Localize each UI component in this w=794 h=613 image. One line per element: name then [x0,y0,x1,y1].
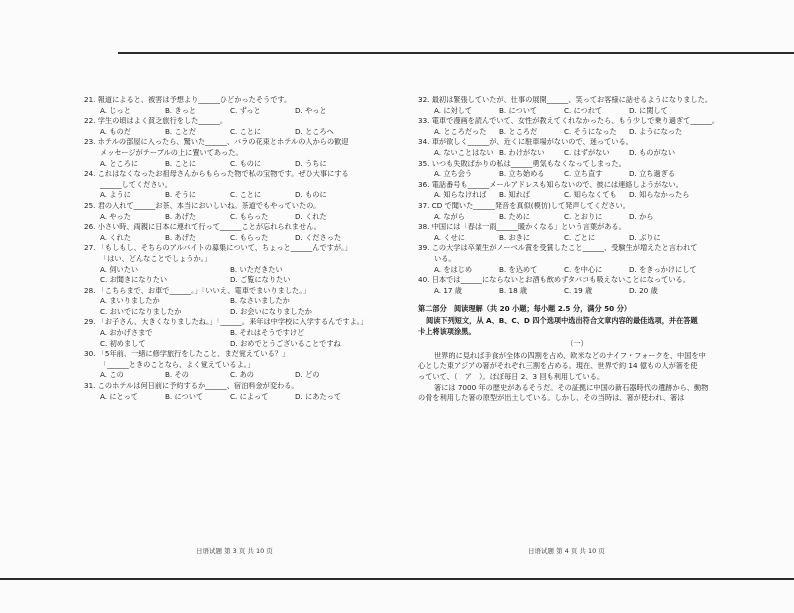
question-text: 21. 報道によると、被害は予想より______ひどかったそうです。 [84,96,292,104]
question-text: 22. 学生の頃はよく貧乏旅行をした______。 [84,117,228,126]
answer-option: D. ご覧になりたい [230,275,291,285]
answer-option: B. その [165,370,189,380]
answer-options [418,191,736,202]
answer-option: B. きっと [165,105,197,115]
answer-option: A. ながら [434,211,465,221]
section-instruction-continued: 卡上将该项涂黑。 [418,326,476,336]
answer-option: B. おきに [499,232,531,242]
answer-option: D. をきっかけにして [629,264,697,274]
question-text: 23. ホテルの部屋に入ったら、驚いた______、バラの花束とホテルの人からの歓迎 [84,138,349,147]
answer-options [418,287,736,298]
bottom-border-line [0,578,794,580]
answer-option: B. について [165,391,204,401]
section-heading: 第二部分 阅读理解（共 20 小题；每小题 2.5 分，满分 50 分） [418,304,632,314]
answer-option: B. あげた [165,211,197,221]
answer-option: B. ために [499,211,531,221]
answer-option: C. 初めまして [100,338,146,348]
answer-option: B. ところだ [499,126,538,136]
answer-option: B. ことだ [165,126,197,136]
passage-line: っていて、（ ア ）。ほぼ毎日 2、3 回も利用している。 [418,373,605,382]
answer-option: B. 知れば [499,190,531,200]
answer-options [418,266,736,277]
question-text: 38. 中国には「春は一雨______暖かくなる」という言葉がある。 [418,223,626,232]
answer-option: C. によって [230,391,269,401]
answer-option: C. お聞きになりたい [100,275,168,285]
answer-option: D. ところへ [295,126,334,136]
question-text: 30. 「5年前、一緒に修学旅行をしたこと、まだ覚えている？」 [84,350,290,359]
passage-line: 心とした東アジアの箸がそれぞれ三割を占める。現在、世界で約 14 億もの人が箸を使 [418,362,698,371]
left-column [84,96,402,403]
answer-option: C. ことに [230,126,262,136]
section-instruction: 阅读下列短文，从 A、B、C、D 四个选项中选出符合文章内容的最佳选项，并在答题 [426,316,698,326]
answer-option: C. ものに [230,158,262,168]
answer-option: C. はずがない [564,147,610,157]
question-text: 31. このホテルは何日前に予約するか______、宿泊料金が変わる。 [84,382,299,391]
answer-option: B. を込めて [499,264,538,274]
question-continuation: いる。 [434,254,456,263]
question-text: 40. 日本では______にならないとお酒も飲めずタバコも吸えないことになっている。 [418,276,690,285]
answer-option: C. おいでになりましたか [100,306,182,316]
answer-options [418,149,736,160]
answer-options [84,191,402,202]
answer-options [84,234,402,245]
question-continuation: メッセージがテーブルの上に置いてあった。 [100,148,243,157]
answer-option: C. 知らなくても [564,190,617,200]
question-text: 36. 電話番号も______メールアドレスも知らないので、彼には連絡しようがない。 [418,180,683,189]
answer-options [84,393,402,404]
answer-options [84,213,402,224]
answer-option: B. について [499,105,538,115]
question-continuation: 「______ときのことなら、よく覚えているよ。」 [100,360,255,369]
answer-options [84,160,402,171]
answer-option: D. ぶりに [629,232,661,242]
answer-option: D. おめでとうございることですね [230,338,341,348]
answer-option: A. じっと [100,105,131,115]
answer-option: A. この [100,370,124,380]
answer-option: D. ものに [295,190,327,200]
passage-number: （一） [566,338,588,348]
answer-options [418,170,736,181]
answer-options [84,371,402,382]
answer-option: C. とおりに [564,211,603,221]
answer-option: A. にとって [100,391,138,401]
answer-option: A. まいりましたか [100,296,160,306]
question-text: 32. 最初は緊張していたが、仕事の展開______、笑ってお客様に話せるようになりました。 [418,96,713,104]
question-text: 39. この大学は卒業生がノーベル賞を受賞したこと______、受験生が増えたと言われて [418,244,698,253]
answer-option: C. を中心に [564,264,603,274]
answer-options [418,107,736,118]
answer-option: C. 19 歳 [564,285,593,295]
answer-option: A. 知らなければ [434,190,487,200]
answer-option: A. ないことはない [434,147,494,157]
answer-option: C. ずっと [230,105,261,115]
answer-option: D. ようになった [629,126,683,136]
answer-options [418,234,736,245]
answer-option: D. 20 歳 [629,285,658,295]
answer-option: D. ものがない [629,147,676,157]
question-text: 35. いつも失敗ばかりの私は______勇気もなくなってしまった。 [418,159,626,168]
answer-options [84,128,402,139]
answer-option: A. 立ち会う [434,169,473,179]
question-continuation: 「はい、どんなことでしょうか。」 [100,254,212,263]
question-text: 24. これはなくなったお祖母さんからもらった物で私の宝物です。ぜひ大事にする [84,170,349,179]
answer-options [84,276,402,287]
answer-option: D. 知らなかったら [629,190,690,200]
answer-option: A. 伺いたい [100,264,139,274]
question-text: 33. 電車で漫画を読んでいて、女性が教えてくれなかったら、もう少しで乗り過ぎて______。 [418,117,720,126]
answer-option: D. くれた [295,211,327,221]
question-text: 27. 「もしもし、そちらのアルバイトの募集について、ちょっと______んですが。」 [84,244,352,253]
answer-option: B. なさいましたか [230,296,290,306]
answer-option: B. あげた [165,232,197,242]
answer-option: B. そうに [165,190,197,200]
answer-option: A. ものだ [100,126,131,136]
question-text: 28. 「こちらまで、お車で______。」「いいえ、電車でまいりました。」 [84,286,311,295]
question-text: 25. 君の入れて______お茶、本当においしいね。茶道でもやっていたの。 [84,201,321,210]
footer-right: 日语试题 第 4 页 共 10 页 [528,547,605,555]
answer-option: D. やっと [295,105,327,115]
answer-option: C. もらった [230,232,269,242]
answer-option: C. ことに [230,190,262,200]
answer-option: A. ところだった [434,126,487,136]
answer-option: D. 立ち過ぎる [629,169,676,179]
answer-options [84,107,402,118]
answer-option: B. ことに [165,158,197,168]
answer-option: A. くれた [100,232,131,242]
answer-option: D. から [629,211,654,221]
answer-options [84,308,402,319]
answer-option: B. 立ち始める [499,169,545,179]
passage-line: 世界的に見れば手食が全体の四割を占め、欧米などのナイフ・フォークを、中国を中 [434,351,706,360]
question-text: 34. 車が欲しく______が、近くに駐車場がないので、迷っている。 [418,138,633,147]
answer-option: B. 18 歳 [499,285,528,295]
answer-option: D. に関して [629,105,668,115]
answer-option: D. お会いになりましたか [230,306,312,316]
answer-option: A. をはじめ [434,264,473,274]
answer-option: D. くださった [295,232,342,242]
answer-options [418,128,736,139]
answer-option: B. わけがない [499,147,545,157]
answer-option: C. ごとに [564,232,596,242]
answer-option: C. につれて [564,105,603,115]
question-text: 26. 小さい時、両親に日本に連れて行って______ことが忘れられません。 [84,223,321,232]
answer-option: B. いただきたい [230,264,283,274]
answer-option: C. あの [230,370,254,380]
answer-option: A. くせに [434,232,465,242]
answer-option: C. もらった [230,211,269,221]
question-continuation: ______してください。 [100,180,172,189]
passage-line: の骨を利用した箸の原型が出土している。しかし、その当時は、箸が使われ、箸は [418,394,685,403]
footer-left: 日语试题 第 3 页 共 10 页 [196,547,273,555]
answer-option: A. おかげさまで [100,328,153,338]
answer-option: C. そうになった [564,126,617,136]
answer-option: D. にあたって [295,391,342,401]
passage-line: 箸には 7000 年の歴史があるそうだ。その証拠に中国の新石器時代の遺跡から、動物 [434,383,709,392]
question-text: 37. CD で聞いた______発音を真似(模仿)して発声してください。 [418,201,630,210]
answer-options [418,213,736,224]
answer-option: A. ところに [100,158,139,168]
top-border-line [118,52,794,54]
answer-option: D. どの [295,370,320,380]
answer-option: A. ように [100,190,131,200]
question-text: 29. 「お子さん、大きくなりましたね。」「______。来年は中学校に入学するんですよ。」 [84,318,368,327]
right-column [418,96,736,405]
answer-option: A. 17 歳 [434,285,462,295]
answer-option: C. 立ち直す [564,169,603,179]
answer-option: D. うちに [295,158,327,168]
answer-option: A. に対して [434,105,473,115]
answer-option: B. それはそうですけど [230,328,305,338]
answer-options [84,340,402,351]
answer-option: A. やった [100,211,131,221]
